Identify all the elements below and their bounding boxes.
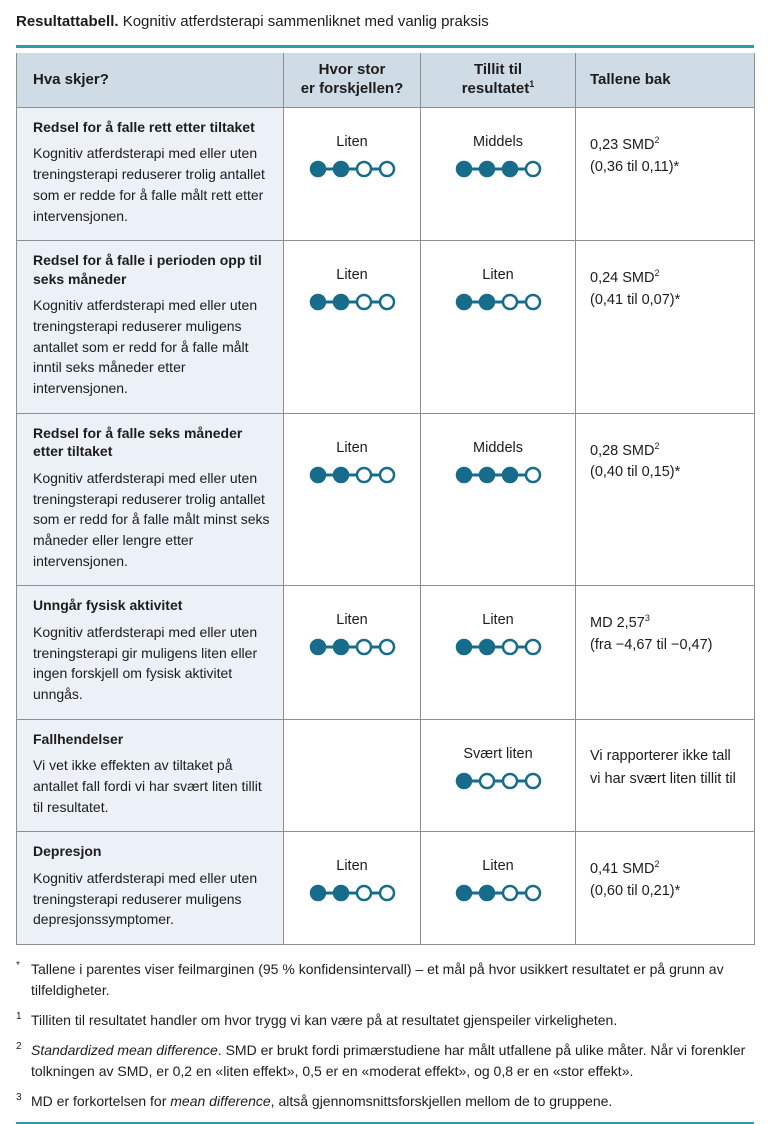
outcome-cell bbox=[17, 108, 284, 241]
confidence-label: Liten bbox=[482, 858, 514, 875]
confidence-dots bbox=[454, 883, 543, 903]
outcome-text: Kognitiv atferdsterapi med eller uten treningsterapi reduserer trolig antallet som er redde for å falle målt rett etter intervensjonen. bbox=[33, 145, 265, 224]
numbers-value-text: 0,28 SMD bbox=[590, 442, 655, 459]
footnote-text: MD er forkortelsen for bbox=[31, 1093, 171, 1109]
confidence-cell bbox=[421, 108, 576, 241]
header-what: Hva skjer? bbox=[17, 53, 284, 108]
numbers-cell bbox=[576, 413, 755, 586]
footnote-3 bbox=[16, 1091, 754, 1112]
table-row bbox=[17, 413, 755, 586]
outcome-title: Depresjon bbox=[33, 843, 102, 860]
table-row bbox=[17, 832, 755, 945]
numbers-value-text: 0,23 SMD bbox=[590, 136, 655, 153]
difference-cell bbox=[284, 108, 421, 241]
numbers-footnote-marker: 2 bbox=[654, 859, 660, 870]
header-numbers: Tallene bak bbox=[576, 53, 755, 108]
numbers-ci: (0,60 til 0,21)* bbox=[590, 882, 681, 899]
difference-label: Liten bbox=[336, 267, 368, 284]
difference-label: Liten bbox=[336, 439, 368, 456]
difference-cell bbox=[284, 413, 421, 586]
confidence-label: Middels bbox=[473, 439, 523, 456]
outcome-text: Kognitiv atferdsterapi med eller uten treningsterapi reduserer trolig antallet som er redd for å falle målt minst seks måneder eller lengre etter intervensjonen. bbox=[33, 469, 270, 569]
difference-dots bbox=[308, 465, 397, 485]
footnote-text-post: . SMD er brukt fordi primærstudiene har målt utfallene på ulike måter. Når vi forenkler tolkningen av SMD, er 0,2 en «liten effekt», 0,5 er en «moderat effekt», og 0,8 er en «stor effekt». bbox=[31, 1042, 746, 1079]
confidence-dots bbox=[454, 159, 543, 179]
numbers-footnote-marker: 2 bbox=[654, 440, 660, 451]
table-row bbox=[17, 719, 755, 832]
numbers-value-text: 0,41 SMD bbox=[590, 861, 655, 878]
confidence-cell bbox=[421, 832, 576, 945]
caption-text: Kognitiv atferdsterapi sammenliknet med vanlig praksis bbox=[118, 13, 489, 30]
footnote-2 bbox=[16, 1040, 754, 1082]
footnote-marker: * bbox=[16, 960, 20, 971]
confidence-dots bbox=[454, 292, 543, 312]
footnote-italic-text: mean difference bbox=[170, 1093, 271, 1109]
outcome-cell bbox=[17, 413, 284, 586]
confidence-label: Middels bbox=[473, 134, 523, 150]
numbers-footnote-marker: 2 bbox=[654, 135, 660, 145]
footnote-asterisk bbox=[16, 959, 754, 1001]
numbers-cell bbox=[576, 586, 755, 719]
confidence-cell bbox=[421, 413, 576, 586]
difference-dots bbox=[308, 292, 397, 312]
footnote-text: Tilliten til resultatet handler om hvor trygg vi kan være på at resultatet gjenspeiler virkeligheten. bbox=[31, 1012, 618, 1028]
header-confidence bbox=[421, 53, 576, 108]
difference-cell bbox=[284, 832, 421, 945]
numbers-ci: (fra −4,67 til −0,47) bbox=[590, 636, 713, 653]
difference-label: Liten bbox=[336, 612, 368, 629]
header-confidence-line2: resultatet bbox=[461, 80, 530, 98]
numbers-value-text: MD 2,57 bbox=[590, 615, 645, 632]
footnote-1 bbox=[16, 1010, 754, 1031]
difference-dots bbox=[308, 637, 397, 657]
numbers-value bbox=[590, 746, 744, 790]
table-row bbox=[17, 586, 755, 719]
numbers-footnote-marker: 2 bbox=[654, 268, 660, 279]
confidence-dots bbox=[454, 637, 543, 657]
outcome-title: Redsel for å falle i perioden opp til seks måneder bbox=[33, 252, 262, 287]
results-table bbox=[16, 53, 755, 946]
outcome-text: Kognitiv atferdsterapi med eller uten treningsterapi reduserer muligens depresjonssymptomer. bbox=[33, 869, 258, 928]
difference-cell bbox=[284, 586, 421, 719]
footnote-text: Tallene i parentes viser feilmarginen (95 % konfidensintervall) – et mål på hvor usikkert resultatet er på grunn av tilfeldigheter. bbox=[31, 961, 724, 998]
footnote-marker: 3 bbox=[16, 1092, 22, 1103]
footnote-marker: 1 bbox=[16, 1011, 22, 1022]
numbers-cell bbox=[576, 108, 755, 241]
difference-dots bbox=[308, 883, 397, 903]
numbers-ci: (0,36 til 0,11)* bbox=[590, 158, 680, 175]
top-accent-rule bbox=[16, 45, 754, 48]
outcome-text: Vi vet ikke effekten av tiltaket på antallet fall fordi vi har svært liten tillit til resultatet. bbox=[33, 757, 262, 815]
outcome-title: Unngår fysisk aktivitet bbox=[33, 597, 183, 614]
difference-cell bbox=[284, 241, 421, 414]
footnote-marker: 2 bbox=[16, 1041, 22, 1052]
footnotes-section bbox=[16, 959, 754, 1112]
header-confidence-line1: Tillit til bbox=[473, 60, 523, 78]
numbers-value bbox=[590, 858, 744, 881]
difference-label: Liten bbox=[336, 134, 368, 150]
outcome-cell bbox=[17, 241, 284, 414]
numbers-cell bbox=[576, 241, 755, 414]
outcome-text: Kognitiv atferdsterapi med eller uten treningsterapi reduserer muligens antallet som er redd for å falle målt inntil seks måneder etter intervensjonen. bbox=[33, 297, 258, 397]
numbers-ci: (0,40 til 0,15)* bbox=[590, 464, 681, 481]
confidence-label: Liten bbox=[482, 612, 514, 629]
confidence-cell bbox=[421, 719, 576, 832]
header-difference-line2: er forskjellen? bbox=[300, 79, 404, 97]
numbers-value bbox=[590, 440, 744, 463]
outcome-title: Redsel for å falle rett etter tiltaket bbox=[33, 119, 255, 135]
difference-cell-empty bbox=[284, 719, 421, 832]
header-difference bbox=[284, 53, 421, 108]
table-row bbox=[17, 241, 755, 414]
numbers-ci: (0,41 til 0,07)* bbox=[590, 291, 681, 308]
numbers-value-text: Vi rapporterer ikke tall vi har svært liten tillit til bbox=[590, 747, 736, 787]
table-caption bbox=[16, 12, 754, 32]
numbers-value bbox=[590, 612, 744, 635]
difference-label: Liten bbox=[336, 858, 368, 875]
header-confidence-footnote-marker: 1 bbox=[529, 79, 535, 90]
confidence-dots bbox=[454, 771, 543, 791]
outcome-cell bbox=[17, 586, 284, 719]
numbers-value bbox=[590, 134, 744, 157]
outcome-cell bbox=[17, 719, 284, 832]
numbers-value-text: 0,24 SMD bbox=[590, 270, 655, 287]
numbers-footnote-marker: 3 bbox=[644, 613, 650, 624]
caption-label: Resultattabell. bbox=[16, 13, 119, 30]
confidence-cell bbox=[421, 586, 576, 719]
outcome-cell bbox=[17, 832, 284, 945]
outcome-title: Fallhendelser bbox=[33, 730, 124, 747]
confidence-label: Liten bbox=[482, 267, 514, 284]
numbers-cell bbox=[576, 719, 755, 832]
numbers-value bbox=[590, 267, 744, 290]
confidence-label: Svært liten bbox=[463, 745, 533, 762]
outcome-text: Kognitiv atferdsterapi med eller uten treningsterapi gir muligens liten eller ingen forskjell om fysisk aktivitet unngås. bbox=[33, 623, 258, 703]
footnote-text-post: , altså gjennomsnittsforskjellen mellom de to gruppene. bbox=[270, 1093, 613, 1109]
header-difference-line1: Hvor stor bbox=[318, 61, 386, 78]
table-header bbox=[17, 53, 755, 108]
footnote-italic-text: Standardized mean difference bbox=[31, 1042, 218, 1058]
difference-dots bbox=[308, 159, 397, 179]
table-row bbox=[17, 108, 755, 241]
outcome-title: Redsel for å falle seks måneder etter tiltaket bbox=[33, 424, 243, 460]
confidence-cell bbox=[421, 241, 576, 414]
confidence-dots bbox=[454, 465, 543, 485]
numbers-cell bbox=[576, 832, 755, 945]
